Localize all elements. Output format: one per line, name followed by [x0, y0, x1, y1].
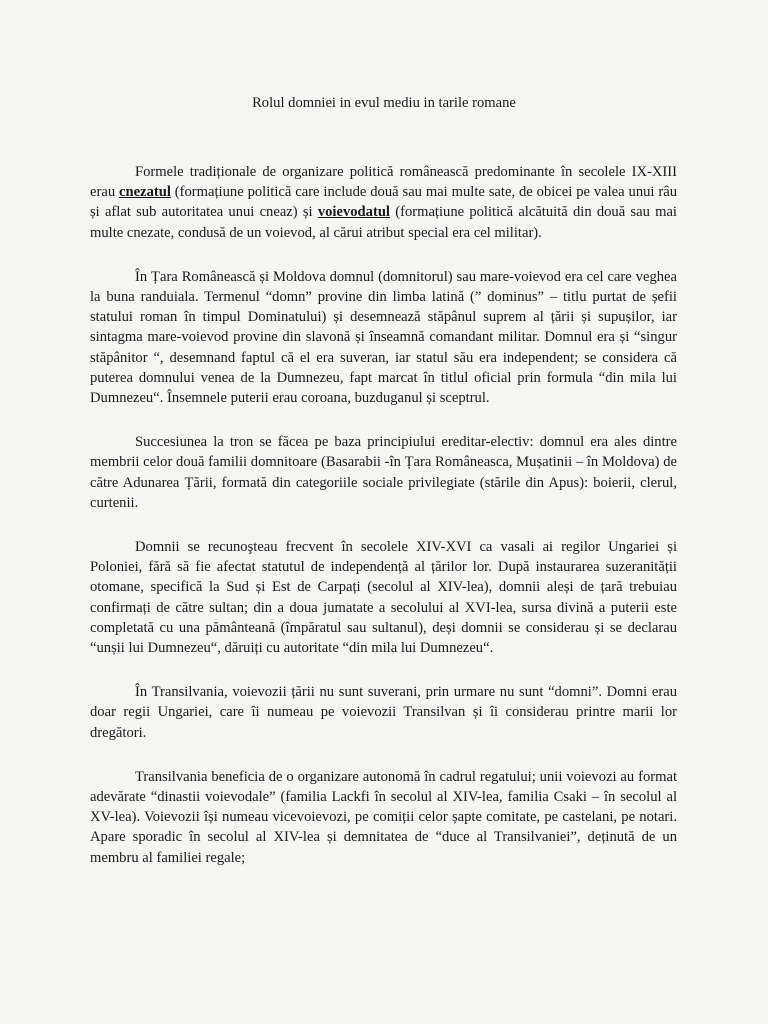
paragraph-3: Succesiunea la tron se făcea pe baza principiului ereditar-electiv: domnul era ales dintre membrii celor două familii domnitoare (Basarabii -în Țara Româneasca, Mușatinii – în Moldova) de către Adunarea Țării, formată din categoriile sociale privilegiate (stările din Apus): boierii, clerul, curtenii. [90, 434, 677, 511]
paragraph-1-text-a: Formele tradiționale de organizare politică românească predominante în secolele IX-XIII erau [90, 164, 677, 201]
keyword-voievodatul: voievodatul [317, 204, 390, 221]
paragraph-2: În Țara Românească și Moldova domnul (domnitorul) sau mare-voievod era cel care veghea la buna randuiala. Termenul “domn” provine din limba latină (” dominus” – titlu purtat de șefii statului roman în timpul Dominatului) și desemnează stăpânul suprem al țării și supușilor, iar sintagma mare-voievod provine din slavonă și înseamnă comandant militar. Domnul era și “singur stăpânitor “, desemnand faptul că el era suveran, iar statul său era independent; se considera că puterea domnului venea de la Dumnezeu, fapt marcat în titlul oficial prin formula “din mila lui Dumnezeu“. Însemnele puterii erau coroana, buzduganul și sceptrul. [90, 268, 677, 407]
paragraph-1-text-c: (formațiune politică alcătuită din două sau mai multe cnezate, condusă de un voievod, al cărui atribut special era cel militar). [90, 204, 677, 241]
paragraph-5: În Transilvania, voievozii țării nu sunt suverani, prin urmare nu sunt “domni”. Domni erau doar regii Ungariei, care îi numeau pe voievozii Transilvan și îi considerau printre marii lor dregători. [90, 684, 677, 741]
document-title: Rolul domniei in evul mediu in tarile romane [252, 95, 516, 111]
paragraph-1 [90, 162, 677, 243]
paragraph-4: Domnii se recunoşteau frecvent în secolele XIV-XVI ca vasali ai regilor Ungariei și Poloniei, fără să fie afectat statutul de independență al țărilor lor. După instaurarea suzeranității otomane, specifică la Sud și Est de Carpați (secolul al XIV-lea), domnii aleși de țară trebuiau confirmați de către sultan; din a doua jumatate a secolului al XVI-lea, sursa divină a puterii este completată cu una pământeană (împăratul sau sultanul), deși domnii se considerau și se declarau “unșii lui Dumnezeu“, dăruiți cu autoritate “din mila lui Dumnezeu“. [90, 539, 677, 657]
document-body [90, 162, 677, 892]
keyword-cnezatul: cnezatul [119, 184, 171, 201]
paragraph-1-text-b: (formațiune politică care include două sau mai multe sate, de obicei pe valea unui râu și aflat sub autoritatea unui cneaz) și [90, 184, 677, 221]
paragraph-6: Transilvania beneficia de o organizare autonomă în cadrul regatului; unii voievozi au format adevărate “dinastii voievodale” (familia Lackfi în secolul al XIV-lea, familia Csaki – în secolul al XV-lea). Voievozii își numeau vicevoievozi, pe comiții celor șapte comitate, pe castelani, pe notari. Apare sporadic în secolul al XIV-lea și demnitatea de “duce al Transilvaniei”, deținută de un membru al familiei regale; [90, 768, 677, 866]
